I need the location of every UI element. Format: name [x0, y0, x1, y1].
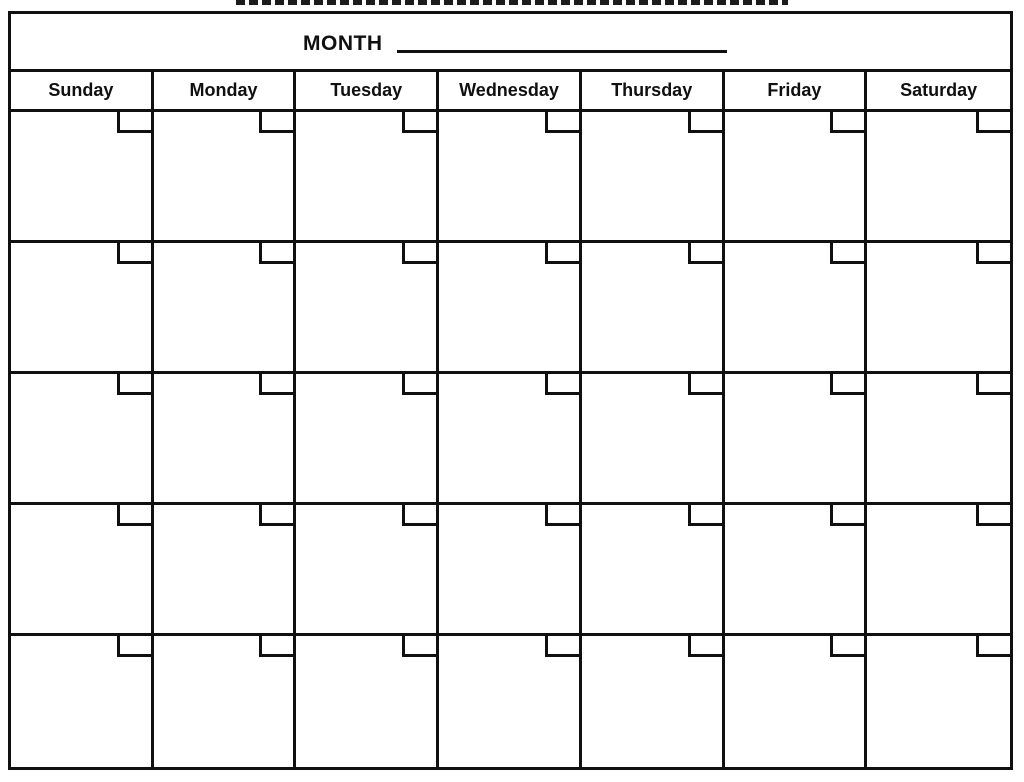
calendar-day-cell[interactable] — [725, 505, 868, 636]
date-corner-notch — [830, 505, 864, 526]
date-corner-notch — [830, 243, 864, 264]
date-corner-notch — [402, 112, 436, 133]
date-corner-notch — [117, 636, 151, 657]
calendar-day-cell[interactable] — [296, 505, 439, 636]
weekday-header-wednesday: Wednesday — [439, 72, 582, 112]
date-corner-notch — [545, 112, 579, 133]
calendar-day-cell[interactable] — [867, 243, 1010, 374]
calendar-day-cell[interactable] — [725, 374, 868, 505]
date-corner-notch — [830, 374, 864, 395]
date-corner-notch — [259, 112, 293, 133]
weekday-header-monday: Monday — [154, 72, 297, 112]
weekday-header-sunday: Sunday — [11, 72, 154, 112]
calendar-day-cell[interactable] — [439, 636, 582, 767]
date-corner-notch — [688, 374, 722, 395]
calendar-day-cell[interactable] — [154, 374, 297, 505]
calendar-day-cell[interactable] — [582, 374, 725, 505]
calendar-day-cell[interactable] — [439, 374, 582, 505]
calendar-day-cell[interactable] — [296, 374, 439, 505]
date-corner-notch — [259, 374, 293, 395]
weekday-header-tuesday: Tuesday — [296, 72, 439, 112]
weekday-header-friday: Friday — [725, 72, 868, 112]
date-corner-notch — [976, 243, 1010, 264]
date-corner-notch — [117, 374, 151, 395]
calendar-day-cell[interactable] — [439, 505, 582, 636]
date-corner-notch — [402, 505, 436, 526]
date-corner-notch — [545, 374, 579, 395]
date-corner-notch — [688, 112, 722, 133]
month-label: MONTH — [303, 32, 383, 55]
date-corner-notch — [545, 636, 579, 657]
calendar-day-cell[interactable] — [582, 505, 725, 636]
calendar-day-cell[interactable] — [154, 243, 297, 374]
weekday-header-saturday: Saturday — [867, 72, 1010, 112]
calendar-day-cell[interactable] — [154, 112, 297, 243]
calendar-day-cell[interactable] — [11, 505, 154, 636]
calendar-day-cell[interactable] — [154, 505, 297, 636]
calendar-day-cell[interactable] — [11, 112, 154, 243]
date-corner-notch — [117, 112, 151, 133]
calendar-day-cell[interactable] — [296, 636, 439, 767]
date-corner-notch — [830, 112, 864, 133]
calendar-day-cell[interactable] — [11, 636, 154, 767]
cropped-title-fragment — [236, 0, 788, 5]
calendar-day-cell[interactable] — [725, 112, 868, 243]
blank-monthly-calendar — [8, 11, 1013, 770]
date-corner-notch — [976, 505, 1010, 526]
calendar-day-cell[interactable] — [582, 112, 725, 243]
calendar-day-cell[interactable] — [296, 243, 439, 374]
date-corner-notch — [117, 243, 151, 264]
date-corner-notch — [259, 505, 293, 526]
date-corner-notch — [402, 636, 436, 657]
calendar-day-cell[interactable] — [582, 636, 725, 767]
date-corner-notch — [688, 636, 722, 657]
date-corner-notch — [976, 636, 1010, 657]
date-corner-notch — [545, 505, 579, 526]
date-corner-notch — [976, 374, 1010, 395]
month-fill-in-line[interactable] — [397, 31, 727, 53]
date-corner-notch — [688, 243, 722, 264]
weekday-header-row — [11, 72, 1010, 112]
calendar-day-cell[interactable] — [11, 243, 154, 374]
calendar-day-cell[interactable] — [725, 636, 868, 767]
date-corner-notch — [402, 374, 436, 395]
date-corner-notch — [688, 505, 722, 526]
month-header-band — [11, 14, 1010, 72]
calendar-day-cell[interactable] — [867, 374, 1010, 505]
calendar-day-cell[interactable] — [582, 243, 725, 374]
calendar-day-cell[interactable] — [439, 243, 582, 374]
date-corner-notch — [259, 243, 293, 264]
calendar-day-cell[interactable] — [725, 243, 868, 374]
date-corner-notch — [402, 243, 436, 264]
date-corner-notch — [830, 636, 864, 657]
calendar-day-cell[interactable] — [296, 112, 439, 243]
weekday-header-thursday: Thursday — [582, 72, 725, 112]
calendar-day-cell[interactable] — [867, 505, 1010, 636]
date-corner-notch — [976, 112, 1010, 133]
calendar-day-cell[interactable] — [154, 636, 297, 767]
date-corner-notch — [117, 505, 151, 526]
calendar-day-cell[interactable] — [439, 112, 582, 243]
calendar-day-cell[interactable] — [867, 636, 1010, 767]
date-corner-notch — [259, 636, 293, 657]
calendar-grid — [11, 112, 1010, 767]
date-corner-notch — [545, 243, 579, 264]
calendar-day-cell[interactable] — [867, 112, 1010, 243]
calendar-day-cell[interactable] — [11, 374, 154, 505]
